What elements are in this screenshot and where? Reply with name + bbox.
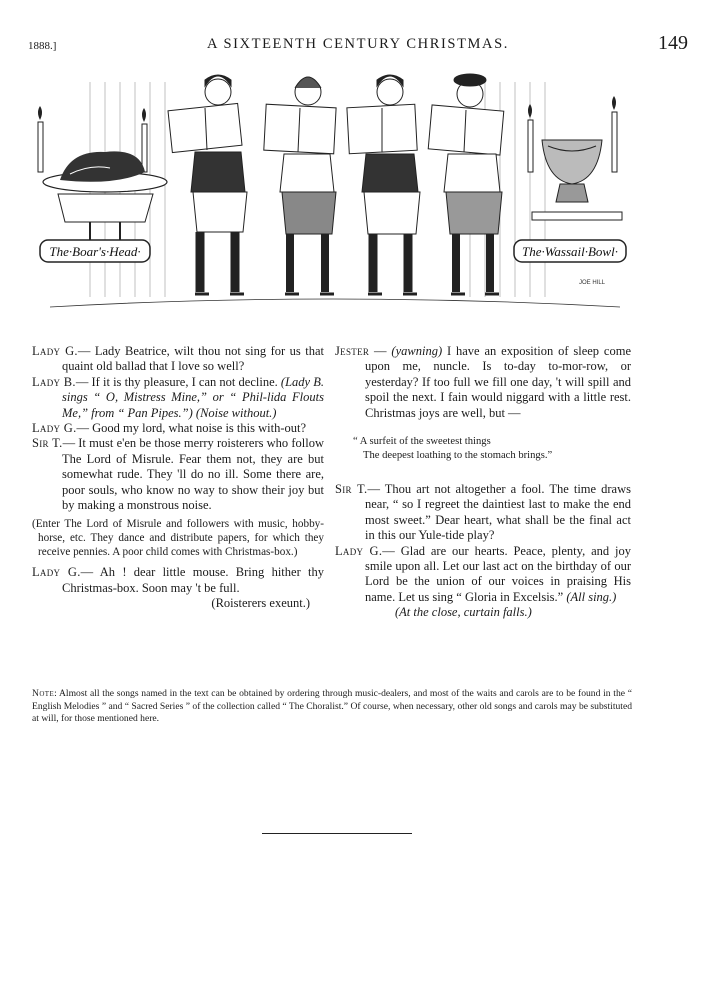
running-title: A SIXTEENTH CENTURY CHRISTMAS.	[206, 36, 510, 52]
aside: (yawning)	[391, 344, 443, 358]
speech-sir-t-2: Sir T.— Thou art not altogether a fool. The time draws near, “ so I regreet the daintiest last to make the end most sweet.” Dear heart, what shall be the final act in this our Yule-tide play?	[335, 482, 631, 543]
end-rule	[352, 833, 412, 834]
running-header	[28, 34, 688, 58]
stage-direction-inline: (Lady B. sings “ O, Mistress Mine,” or “ Phil-lida Flouts Me,” from “ Pan Pipes.”) (Noise without.)	[62, 374, 324, 420]
verse-quotation: “ A surfeit of the sweetest things The deepest loathing to the stomach brings.”	[353, 436, 553, 461]
speech-jester: Jester — (yawning) I have an exposition of sleep come upon me, nuncle. Is to-day to-mor-row, or yesterday? If too full we fill one day, 't will spill and spoil the next. I fain would niggard with a little rest. Christmas joys are well, but —	[335, 344, 632, 420]
carolers-illustration	[30, 62, 630, 317]
closing-direction: (At the close, curtain falls.)	[395, 605, 532, 620]
left-column	[32, 344, 324, 612]
speaker-name: Jester	[335, 344, 370, 358]
wassail-bowl-group	[514, 96, 626, 262]
note-label: Note	[32, 688, 55, 699]
page-number: 149	[658, 32, 688, 54]
singer-3	[347, 75, 420, 294]
speaker-name: Lady G.	[32, 565, 81, 580]
singer-2	[264, 77, 336, 294]
speech-lady-g-3: Lady G.— Ah ! dear little mouse. Bring hither thy Christmas-box. Soon may 't be full.	[32, 565, 324, 595]
note-text: : Almost all the songs named in the text can be obtained by ordering through music-dealers, and most of the waits and carols are to be found in the “ English Melodies ” and “ Sacred Series ” of the collection called “ The Choralist.” Of course, when necessary, other old songs and carols may be substituted at will, for those mentioned here.	[32, 688, 632, 724]
speaker-name: Sir T.	[335, 482, 368, 497]
right-column	[335, 344, 631, 621]
speaker-name: Lady G.	[32, 344, 78, 358]
speaker-name: Lady B.	[32, 374, 76, 389]
speaker-name: Lady G.	[32, 421, 77, 436]
issue-date: 1888.]	[28, 40, 57, 52]
speech-sir-t-1: Sir T.— It must e'en be those merry roisterers who follow The Lord of Misrule. Fear them not, they are but somewhat rude. They 'll do no ill. Some there are, poor souls, who know no way to show their joy but by making a monstrous noise.	[32, 436, 325, 513]
speech-lady-g-2: Lady G.— Good my lord, what noise is this with-out?	[32, 421, 307, 436]
boars-head-label: The·Boar's·Head·	[49, 244, 141, 259]
carolers-drawing	[30, 62, 630, 317]
stage-direction: (Enter The Lord of Misrule and followers with music, hobby-horse, etc. They dance and distribute papers, for which they receive pennies. A poor child comes with Christmas-box.)	[32, 518, 324, 559]
wassail-bowl-label: The·Wassail·Bowl·	[522, 244, 618, 259]
speech-lady-g-4: Lady G.— Glad are our hearts. Peace, plenty, and joy smile upon all. Let our last act on the birthday of our Lord be the union of our voices in praising His name. Let us sing “ Gloria in Excelsis.” (All sing.)	[335, 543, 632, 604]
speech-lady-g-1: Lady G.— Lady Beatrice, wilt thou not sing for us that quaint old ballad that I love so well?	[32, 344, 325, 374]
speaker-name: Lady G.	[335, 543, 383, 558]
speaker-name: Sir T.	[32, 436, 63, 451]
speech-lady-b: Lady B.— If it is thy pleasure, I can not decline. (Lady B. sings “ O, Mistress Mine,” or “ Phil-lida Flouts Me,” from “ Pan Pipes.”) (Noise without.)	[32, 374, 324, 420]
artist-signature: JOE HILL	[578, 280, 605, 286]
singer-1	[168, 75, 247, 294]
stage-direction-inline: (All sing.)	[566, 589, 617, 604]
singer-4	[428, 74, 504, 294]
exeunt-direction: (Roisterers exeunt.)	[211, 596, 310, 611]
end-rule	[262, 833, 352, 834]
footnote	[32, 688, 632, 726]
boars-head-group	[38, 106, 167, 262]
